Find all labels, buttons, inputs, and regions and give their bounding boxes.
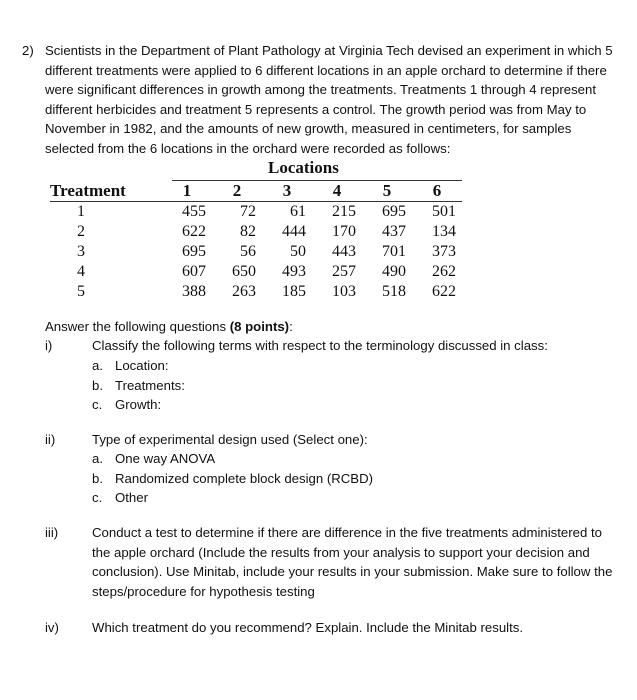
table-row	[50, 202, 462, 223]
table-row	[50, 222, 462, 242]
value-cell: 490	[382, 263, 406, 280]
value-cell: 134	[432, 223, 456, 240]
treatment-cell: 2	[77, 223, 85, 240]
treatment-header: Treatment	[50, 181, 126, 200]
option-item	[92, 376, 185, 396]
treatment-cell: 1	[77, 203, 85, 220]
option-text: Other	[115, 490, 148, 505]
value-cell: 373	[432, 243, 456, 260]
value-cell: 622	[182, 223, 206, 240]
q1-options	[92, 356, 185, 415]
location-col: 2	[232, 181, 242, 200]
value-cell: 444	[282, 223, 306, 240]
value-cell: 695	[382, 203, 406, 220]
q1-num: i)	[45, 338, 53, 353]
option-text: One way ANOVA	[115, 451, 216, 466]
option-item	[92, 356, 185, 376]
value-cell: 82	[240, 223, 256, 240]
value-cell: 650	[232, 263, 256, 280]
option-letter: a.	[92, 451, 103, 466]
option-letter: c.	[92, 490, 103, 505]
q3-num: iii)	[45, 525, 59, 540]
value-cell: 388	[182, 283, 206, 300]
table-row	[50, 262, 462, 282]
option-text: Treatments:	[115, 377, 185, 393]
value-cell: 443	[332, 243, 356, 260]
treatment-cell: 3	[77, 243, 85, 260]
colon: :	[289, 319, 293, 334]
option-letter: b.	[92, 470, 103, 486]
option-letter: a.	[92, 358, 103, 373]
q4-text: Which treatment do you recommend? Explain. Include the Minitab results.	[92, 620, 524, 635]
value-cell: 257	[332, 263, 356, 280]
q2-text: Type of experimental design used (Select one):	[92, 432, 368, 447]
question-number: 2)	[22, 43, 34, 58]
value-cell: 263	[232, 283, 256, 300]
value-cell: 61	[290, 203, 306, 220]
value-cell: 455	[182, 203, 206, 220]
points: (8 points)	[229, 319, 290, 334]
option-item	[92, 395, 185, 415]
location-col: 4	[332, 181, 342, 200]
table-row	[50, 242, 462, 262]
treatment-cell: 4	[77, 263, 85, 280]
value-cell: 607	[182, 263, 206, 280]
option-text: Location:	[115, 358, 169, 373]
value-cell: 56	[240, 243, 256, 260]
value-cell: 493	[282, 263, 306, 280]
option-text: Growth:	[115, 397, 162, 412]
q2-num: ii)	[45, 432, 56, 447]
table-row	[50, 282, 462, 302]
value-cell: 50	[290, 243, 306, 260]
q1-text: Classify the following terms with respect to the terminology discussed in class:	[92, 338, 548, 353]
treatment-cell: 5	[77, 283, 85, 300]
q4-num: iv)	[45, 620, 59, 635]
value-cell: 622	[432, 283, 456, 300]
option-letter: b.	[92, 377, 103, 393]
answer-intro-text: Answer the following questions	[45, 319, 230, 334]
answer-intro	[45, 317, 293, 337]
option-letter: c.	[92, 397, 103, 412]
value-cell: 501	[432, 203, 456, 220]
location-col: 1	[182, 181, 192, 200]
q2-options	[92, 449, 373, 508]
value-cell: 103	[332, 283, 356, 300]
location-col: 6	[432, 181, 442, 200]
value-cell: 72	[240, 203, 256, 220]
value-cell: 262	[432, 263, 456, 280]
growth-table	[50, 181, 462, 302]
option-item	[92, 469, 373, 489]
option-item	[92, 488, 373, 508]
option-text: Randomized complete block design (RCBD)	[115, 470, 373, 486]
intro-paragraph: Scientists in the Department of Plant Pathology at Virginia Tech devised an experiment in which 5 different treatments were applied to 6 different locations in an apple orchard to determine if there were significant differences in growth among the treatments. Treatments 1 through 4 represent different herbicides and treatment 5 represents a control. The growth period was from May to November in 1982, and the amounts of new growth, measured in centimeters, for samples selected from the 6 locations in the orchard were recorded as follows:	[45, 43, 613, 156]
option-item	[92, 449, 373, 469]
value-cell: 437	[382, 223, 406, 240]
q3-text: Conduct a test to determine if there are difference in the five treatments administered to the apple orchard (Include the results from your analysis to support your decision and conclusion). Use Minitab, include your results in your submission. Make sure to follow the steps/procedure for hypothesis testing	[92, 525, 613, 599]
value-cell: 695	[182, 243, 206, 260]
value-cell: 701	[382, 243, 406, 260]
value-cell: 518	[382, 283, 406, 300]
locations-header: Locations	[268, 158, 339, 177]
value-cell: 215	[332, 203, 356, 220]
value-cell: 170	[332, 223, 356, 240]
location-col: 3	[282, 181, 292, 200]
value-cell: 185	[282, 283, 306, 300]
location-col: 5	[382, 181, 392, 200]
